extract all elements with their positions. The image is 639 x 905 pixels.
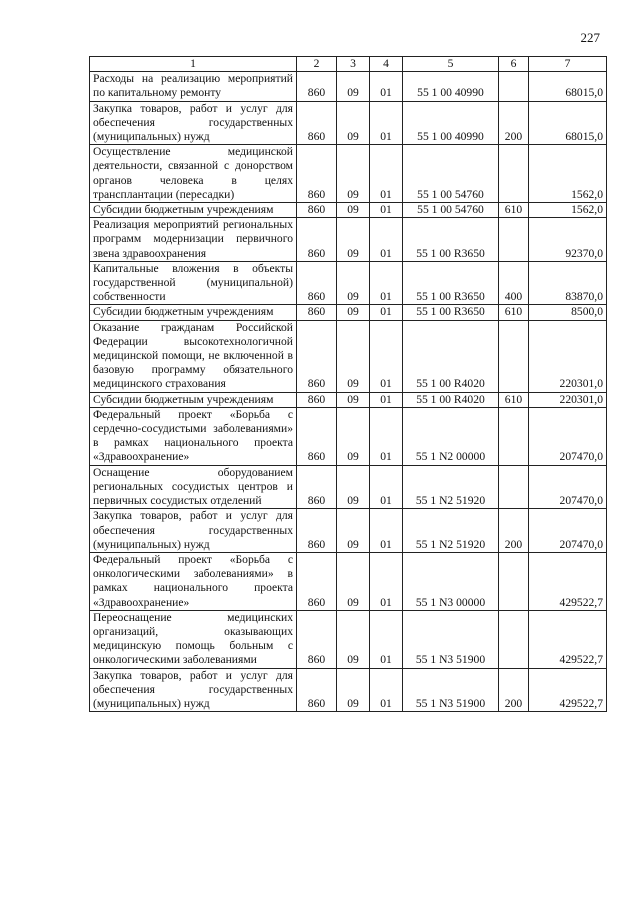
row-target-article-cell: 55 1 N2 51920 [403,509,499,553]
row-target-article-cell: 55 1 00 R3650 [403,261,499,305]
row-subsection-cell: 01 [370,305,403,320]
row-target-article-cell: 55 1 N3 00000 [403,552,499,610]
row-code-cell: 860 [297,218,337,262]
row-section-cell: 09 [337,145,370,203]
row-subsection-cell: 01 [370,465,403,509]
header-cell: 1 [90,57,297,72]
row-subsection-cell: 01 [370,320,403,392]
row-code-cell: 860 [297,552,337,610]
row-amount-cell: 207470,0 [529,465,607,509]
table-row [90,407,607,465]
row-subsection-cell: 01 [370,392,403,407]
row-subsection-cell: 01 [370,610,403,668]
row-amount-cell: 220301,0 [529,392,607,407]
row-expense-type-cell [499,218,529,262]
row-code-cell: 860 [297,145,337,203]
row-amount-cell: 8500,0 [529,305,607,320]
row-code-cell: 860 [297,72,337,101]
row-section-cell: 09 [337,392,370,407]
row-target-article-cell: 55 1 00 R4020 [403,392,499,407]
table-row [90,320,607,392]
row-amount-cell: 1562,0 [529,145,607,203]
row-subsection-cell: 01 [370,203,403,218]
row-code-cell: 860 [297,203,337,218]
row-subsection-cell: 01 [370,145,403,203]
row-subsection-cell: 01 [370,101,403,145]
header-cell: 2 [297,57,337,72]
row-target-article-cell: 55 1 N3 51900 [403,668,499,712]
row-name-cell: Реализация мероприятий региональных программ модернизации первичного звена здравоохранения [90,218,297,262]
table-row [90,101,607,145]
row-amount-cell: 429522,7 [529,668,607,712]
row-amount-cell: 68015,0 [529,72,607,101]
row-expense-type-cell [499,610,529,668]
row-section-cell: 09 [337,320,370,392]
row-expense-type-cell: 400 [499,261,529,305]
row-target-article-cell: 55 1 00 R3650 [403,305,499,320]
row-expense-type-cell: 200 [499,509,529,553]
row-target-article-cell: 55 1 00 R4020 [403,320,499,392]
row-target-article-cell: 55 1 N3 51900 [403,610,499,668]
row-amount-cell: 83870,0 [529,261,607,305]
row-code-cell: 860 [297,320,337,392]
row-name-cell: Осуществление медицинской деятельности, связанной с донорством органов человека в целях трансплантации (пересадки) [90,145,297,203]
row-code-cell: 860 [297,465,337,509]
row-subsection-cell: 01 [370,552,403,610]
row-expense-type-cell [499,320,529,392]
row-subsection-cell: 01 [370,668,403,712]
row-name-cell: Субсидии бюджетным учреждениям [90,305,297,320]
row-target-article-cell: 55 1 00 54760 [403,145,499,203]
row-section-cell: 09 [337,218,370,262]
header-cell: 4 [370,57,403,72]
row-expense-type-cell: 200 [499,668,529,712]
table-row [90,610,607,668]
row-code-cell: 860 [297,261,337,305]
table-row [90,145,607,203]
table-row [90,261,607,305]
table-row [90,552,607,610]
header-row [90,57,607,72]
row-name-cell: Закупка товаров, работ и услуг для обеспечения государственных (муниципальных) нужд [90,509,297,553]
row-name-cell: Переоснащение медицинских организаций, оказывающих медицинскую помощь больным с онкологическими заболеваниями [90,610,297,668]
table-row [90,509,607,553]
budget-table [89,56,607,712]
table-row [90,392,607,407]
row-expense-type-cell: 200 [499,101,529,145]
row-code-cell: 860 [297,610,337,668]
row-target-article-cell: 55 1 N2 51920 [403,465,499,509]
row-expense-type-cell: 610 [499,305,529,320]
row-expense-type-cell [499,72,529,101]
row-amount-cell: 92370,0 [529,218,607,262]
row-target-article-cell: 55 1 N2 00000 [403,407,499,465]
row-code-cell: 860 [297,392,337,407]
table-row [90,465,607,509]
header-cell: 5 [403,57,499,72]
row-expense-type-cell: 610 [499,392,529,407]
row-target-article-cell: 55 1 00 40990 [403,72,499,101]
row-subsection-cell: 01 [370,218,403,262]
row-target-article-cell: 55 1 00 54760 [403,203,499,218]
row-subsection-cell: 01 [370,407,403,465]
table-row [90,305,607,320]
header-cell: 6 [499,57,529,72]
page-number: 227 [580,30,600,45]
row-amount-cell: 68015,0 [529,101,607,145]
row-expense-type-cell: 610 [499,203,529,218]
header-cell: 7 [529,57,607,72]
row-target-article-cell: 55 1 00 R3650 [403,218,499,262]
row-section-cell: 09 [337,72,370,101]
row-expense-type-cell [499,465,529,509]
row-expense-type-cell [499,407,529,465]
row-subsection-cell: 01 [370,509,403,553]
row-name-cell: Расходы на реализацию мероприятий по капитальному ремонту [90,72,297,101]
row-name-cell: Федеральный проект «Борьба с онкологическими заболеваниями» в рамках национального проекта «Здравоохранение» [90,552,297,610]
table-row [90,218,607,262]
row-subsection-cell: 01 [370,72,403,101]
row-name-cell: Закупка товаров, работ и услуг для обеспечения государственных (муниципальных) нужд [90,101,297,145]
row-code-cell: 860 [297,509,337,553]
row-section-cell: 09 [337,203,370,218]
row-amount-cell: 207470,0 [529,407,607,465]
row-amount-cell: 207470,0 [529,509,607,553]
table-row [90,668,607,712]
row-expense-type-cell [499,552,529,610]
row-subsection-cell: 01 [370,261,403,305]
row-name-cell: Закупка товаров, работ и услуг для обеспечения государственных (муниципальных) нужд [90,668,297,712]
row-code-cell: 860 [297,668,337,712]
row-name-cell: Субсидии бюджетным учреждениям [90,203,297,218]
row-name-cell: Капитальные вложения в объекты государственной (муниципальной) собственности [90,261,297,305]
row-code-cell: 860 [297,101,337,145]
row-name-cell: Оказание гражданам Российской Федерации высокотехнологичной медицинской помощи, не включенной в базовую программу обязательного медицинского страхования [90,320,297,392]
row-amount-cell: 429522,7 [529,610,607,668]
row-amount-cell: 220301,0 [529,320,607,392]
header-cell: 3 [337,57,370,72]
row-section-cell: 09 [337,305,370,320]
row-amount-cell: 1562,0 [529,203,607,218]
table-row [90,72,607,101]
row-expense-type-cell [499,145,529,203]
row-section-cell: 09 [337,465,370,509]
table-row [90,203,607,218]
row-section-cell: 09 [337,407,370,465]
row-code-cell: 860 [297,305,337,320]
row-section-cell: 09 [337,552,370,610]
row-name-cell: Субсидии бюджетным учреждениям [90,392,297,407]
row-code-cell: 860 [297,407,337,465]
row-section-cell: 09 [337,261,370,305]
row-section-cell: 09 [337,610,370,668]
row-section-cell: 09 [337,101,370,145]
row-target-article-cell: 55 1 00 40990 [403,101,499,145]
row-section-cell: 09 [337,509,370,553]
row-amount-cell: 429522,7 [529,552,607,610]
row-name-cell: Оснащение оборудованием региональных сосудистых центров и первичных сосудистых отделений [90,465,297,509]
row-name-cell: Федеральный проект «Борьба с сердечно-сосудистыми заболеваниями» в рамках национального проекта «Здравоохранение» [90,407,297,465]
row-section-cell: 09 [337,668,370,712]
